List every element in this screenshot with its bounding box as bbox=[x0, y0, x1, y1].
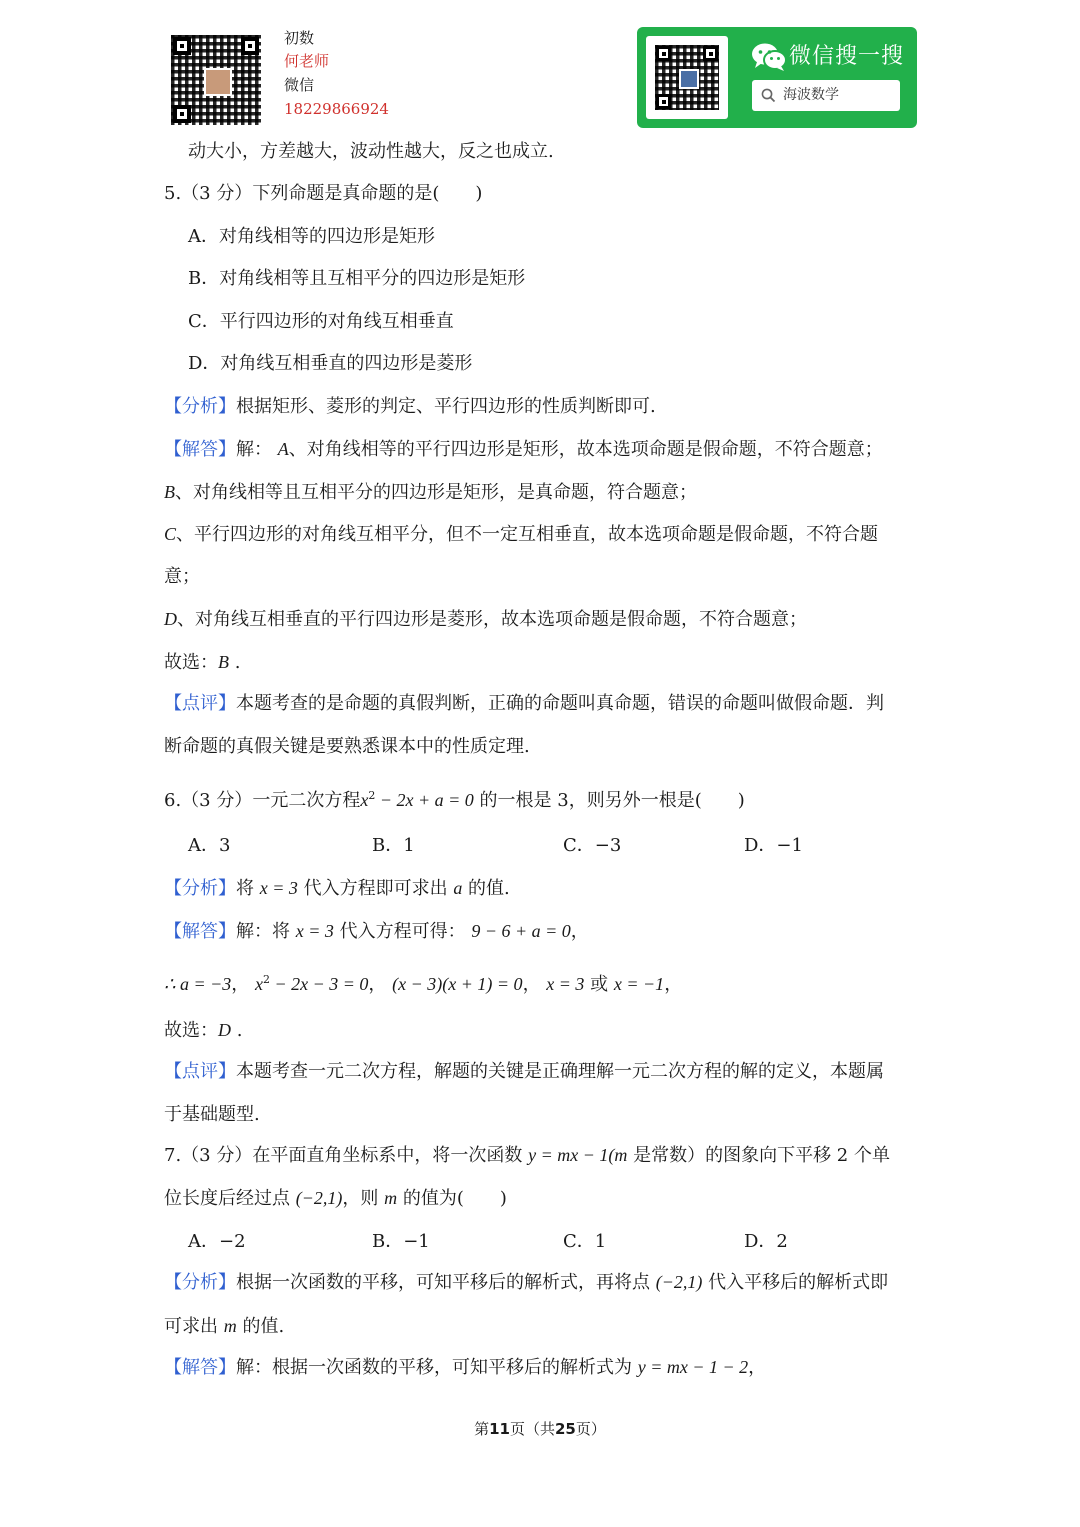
math-expression: (−2,1) bbox=[295, 1188, 343, 1208]
solution-tag: 【解答】 bbox=[164, 1357, 236, 1378]
solution-text: 、对角线相等的平行四边形是矩形，故本选项命题是假命题，不符合题意； bbox=[288, 439, 883, 460]
math-var: x bbox=[254, 974, 263, 994]
avatar bbox=[204, 68, 232, 96]
punct: ， bbox=[522, 974, 541, 995]
math-var: x bbox=[360, 790, 369, 810]
q6-option-b: B．1 bbox=[372, 835, 415, 856]
contact-line-3: 微信 bbox=[284, 76, 315, 94]
solution-prefix: 解： bbox=[236, 439, 272, 460]
math-var: m bbox=[223, 1316, 237, 1336]
q5-solution-d bbox=[164, 607, 807, 632]
punct: ， bbox=[664, 974, 683, 995]
contact-teacher-name: 何老师 bbox=[284, 52, 330, 70]
math-expression: − 2x − 3 = 0 bbox=[269, 974, 369, 994]
wechat-search-box[interactable] bbox=[752, 80, 900, 111]
solution-text: 、对角线互相垂直的平行四边形是菱形，故本选项命题是假命题，不符合题意； bbox=[177, 609, 807, 630]
question-6-stem bbox=[164, 784, 745, 813]
option-letter: A bbox=[277, 439, 289, 459]
math-var: m bbox=[384, 1188, 398, 1208]
analysis-text: 根据矩形、菱形的判定、平行四边形的性质判断即可. bbox=[236, 396, 656, 417]
q5-solution-c bbox=[164, 522, 878, 547]
q6-option-c: C．−3 bbox=[563, 835, 622, 856]
q6-comment-2: 于基础题型. bbox=[164, 1104, 260, 1125]
q5-comment-2: 断命题的真假关键是要熟悉课本中的性质定理. bbox=[164, 736, 530, 757]
analysis-text: 可求出 bbox=[164, 1316, 224, 1337]
math-var: a bbox=[453, 878, 463, 898]
comment-tag: 【点评】 bbox=[164, 1061, 236, 1082]
qr-code-teacher bbox=[168, 32, 264, 128]
stem-text: 7.（3 分）在平面直角坐标系中，将一次函数 bbox=[164, 1145, 529, 1166]
q7-analysis-1 bbox=[164, 1270, 888, 1295]
analysis-text: 将 bbox=[236, 878, 260, 899]
q7-option-d: D．2 bbox=[744, 1231, 788, 1252]
page-footer bbox=[0, 1418, 1080, 1439]
q6-option-a: A．3 bbox=[188, 835, 231, 856]
q7-option-b: B．−1 bbox=[372, 1231, 430, 1252]
punct: ， bbox=[368, 974, 387, 995]
stem-text: 的一根是 3，则另外一根是( ) bbox=[473, 790, 745, 811]
math-exponent: 2 bbox=[368, 789, 376, 802]
punct: ， bbox=[748, 1357, 767, 1378]
math-expression: 9 − 6 + a = 0 bbox=[471, 921, 571, 941]
wechat-search-banner[interactable] bbox=[637, 27, 917, 128]
solution-text: 解：将 bbox=[236, 921, 296, 942]
solution-text: 解：根据一次函数的平移，可知平移后的解析式为 bbox=[236, 1357, 638, 1378]
analysis-text: 代入方程即可求出 bbox=[297, 878, 454, 899]
analysis-text: 的值. bbox=[462, 878, 510, 899]
math-expression: x = −1 bbox=[613, 974, 665, 994]
solution-text: 或 bbox=[584, 974, 614, 995]
stem-text: ，则 bbox=[342, 1188, 385, 1209]
page-label: 第 bbox=[474, 1420, 490, 1438]
q7-analysis-2 bbox=[164, 1314, 284, 1339]
math-expression: x = 3 bbox=[546, 974, 585, 994]
solution-text: ， bbox=[570, 921, 589, 942]
option-letter: B bbox=[164, 482, 175, 502]
stem-text: 的值为( ) bbox=[397, 1188, 507, 1209]
page-label: 页） bbox=[575, 1420, 606, 1438]
analysis-tag: 【分析】 bbox=[164, 1272, 236, 1293]
stem-text: 6.（3 分）一元二次方程 bbox=[164, 790, 361, 811]
q6-option-d: D．−1 bbox=[744, 835, 803, 856]
solution-text: 代入方程可得： bbox=[333, 921, 466, 942]
math-expression: ∴ a = −3 bbox=[164, 974, 232, 994]
q6-choice: 故选：D . bbox=[164, 1020, 243, 1041]
solution-tag: 【解答】 bbox=[164, 921, 236, 942]
math-expression: x = 3 bbox=[259, 878, 298, 898]
option-letter: C bbox=[164, 524, 177, 544]
math-expression: (−2,1) bbox=[655, 1272, 703, 1292]
contact-line-1: 初数 bbox=[284, 29, 315, 47]
solution-text: 、对角线相等且互相平分的四边形是矩形，是真命题，符合题意； bbox=[175, 482, 697, 503]
q6-solution-2 bbox=[164, 968, 682, 997]
wechat-search-text: 海波数学 bbox=[783, 87, 839, 103]
page-label: 页（共 bbox=[509, 1420, 555, 1438]
page-total: 25 bbox=[555, 1420, 576, 1438]
q7-solution-1 bbox=[164, 1355, 766, 1380]
q7-option-c: C．1 bbox=[563, 1231, 607, 1252]
q5-comment-1 bbox=[164, 692, 884, 716]
stem-text: 位长度后经过点 bbox=[164, 1188, 296, 1209]
q6-comment-1 bbox=[164, 1060, 884, 1084]
q5-solution-a bbox=[164, 437, 883, 462]
analysis-tag: 【分析】 bbox=[164, 878, 236, 899]
option-letter: D bbox=[164, 609, 177, 629]
math-expression: x = 3 bbox=[295, 921, 334, 941]
math-expression: y = mx − 1 − 2 bbox=[637, 1357, 749, 1377]
choice-letter: B bbox=[218, 652, 229, 672]
page-number: 11 bbox=[489, 1420, 510, 1438]
comment-tag: 【点评】 bbox=[164, 693, 236, 714]
contact-phone: 18229866924 bbox=[284, 100, 389, 118]
qr-code-wechat bbox=[652, 42, 722, 113]
choose-prefix: 故选： bbox=[164, 652, 218, 673]
question-7-stem-2 bbox=[164, 1186, 507, 1211]
question-7-stem-1 bbox=[164, 1143, 890, 1168]
analysis-text: 的值. bbox=[236, 1316, 285, 1337]
text-line: 动大小，方差越大，波动性越大，反之也成立. bbox=[188, 141, 554, 162]
q5-option-b: B．对角线相等且互相平分的四边形是矩形 bbox=[188, 268, 526, 289]
q6-analysis bbox=[164, 876, 510, 901]
analysis-tag: 【分析】 bbox=[164, 396, 236, 417]
q7-option-a: A．−2 bbox=[188, 1231, 246, 1252]
choose-prefix: 故选： bbox=[164, 1020, 218, 1041]
punct: ， bbox=[231, 974, 250, 995]
q5-solution-b bbox=[164, 480, 697, 505]
q5-option-d: D．对角线互相垂直的四边形是菱形 bbox=[188, 353, 473, 374]
analysis-text: 根据一次函数的平移，可知平移后的解析式，再将点 bbox=[236, 1272, 656, 1293]
stem-text: 是常数）的图象向下平移 2 个单 bbox=[627, 1145, 890, 1166]
solution-tag: 【解答】 bbox=[164, 439, 236, 460]
q5-choice: 故选：B . bbox=[164, 652, 241, 673]
choice-letter: D bbox=[218, 1020, 231, 1040]
analysis-text: 代入平移后的解析式即 bbox=[702, 1272, 889, 1293]
math-exponent: 2 bbox=[262, 973, 270, 986]
wechat-search-title: 微信搜一搜 bbox=[789, 44, 905, 69]
solution-text: 、平行四边形的对角线互相平分，但不一定互相垂直，故本选项命题是假命题，不符合题 bbox=[176, 524, 879, 545]
math-expression: (x − 3)(x + 1) = 0 bbox=[392, 974, 523, 994]
search-icon bbox=[761, 88, 776, 103]
q5-analysis bbox=[164, 395, 656, 419]
math-expression: y = mx − 1(m bbox=[528, 1145, 628, 1165]
q5-solution-c-cont: 意； bbox=[164, 566, 200, 587]
math-expression: − 2x + a = 0 bbox=[375, 790, 474, 810]
q6-solution-1 bbox=[164, 919, 589, 944]
q5-option-a: A．对角线相等的四边形是矩形 bbox=[188, 226, 435, 247]
wechat-icon bbox=[751, 42, 787, 72]
comment-text: 本题考查的是命题的真假判断，正确的命题叫真命题，错误的命题叫做假命题．判 bbox=[236, 693, 884, 714]
q5-option-c: C．平行四边形的对角线互相垂直 bbox=[188, 311, 454, 332]
comment-text: 本题考查一元二次方程，解题的关键是正确理解一元二次方程的解的定义，本题属 bbox=[236, 1061, 884, 1082]
question-5-stem: 5.（3 分）下列命题是真命题的是( ) bbox=[164, 183, 483, 204]
